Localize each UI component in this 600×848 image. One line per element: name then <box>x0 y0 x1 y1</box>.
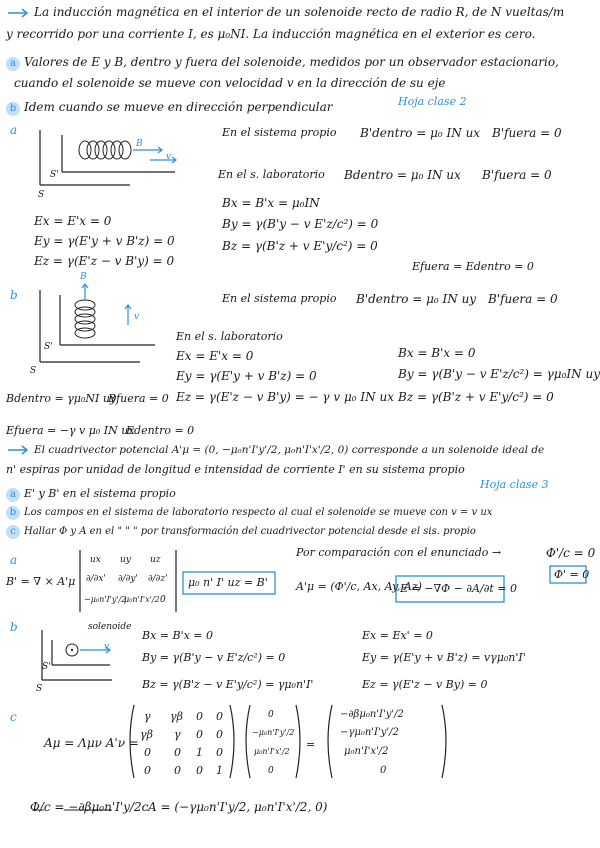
det-r1c1: ux <box>90 555 101 565</box>
item-a-text: Valores de E y B, dentro y fuera del solenoide, medidos por un observador estacionario, <box>24 55 559 69</box>
2c-amu: Aμ = Λμν A'ν = <box>44 736 139 750</box>
m-23: 0 <box>216 746 223 759</box>
problem-1-line-1: La inducción magnética en el interior de un solenoide recto de radio R, de N vueltas/m <box>34 5 565 19</box>
figure-a-axes <box>40 130 175 185</box>
2c-phi: Φ/c = −∂βμ₀n'I'y/2c <box>30 800 149 814</box>
det-r2c2: ∂/∂y' <box>118 574 138 584</box>
2b-fig-v: v <box>104 642 110 652</box>
m-13: 0 <box>216 728 223 741</box>
b-bz: Bz = γ(B'z + v E'y/c²) = 0 <box>398 390 554 404</box>
p2-item-a-mark: a <box>6 488 20 502</box>
item-a-text-2: cuando el solenoide se mueve con velocidad v en la dirección de su eje <box>14 76 446 90</box>
p2-item-b <box>6 506 492 520</box>
m-21: 0 <box>174 746 181 759</box>
p2-item-c-mark: c <box>6 525 20 539</box>
det-r2c3: ∂/∂z' <box>148 574 168 584</box>
m-11: γ <box>174 728 181 741</box>
item-a-row <box>6 55 559 71</box>
det-r2c1: ∂/∂x' <box>86 574 106 584</box>
r-2: μ₀n'I'x'/2 <box>344 746 389 757</box>
det-r3c1: −μ₀n'I'y'/2 <box>84 595 127 604</box>
2b-ex: Ex = Ex' = 0 <box>362 629 433 642</box>
section-b-label: b <box>10 288 18 302</box>
fig-a-s: S <box>38 190 45 200</box>
m-10: γβ <box>140 728 153 741</box>
2a-phi-box: Φ' = 0 <box>554 568 590 581</box>
m-00: γ <box>144 710 151 723</box>
a-prop-title: En el sistema propio <box>222 126 337 139</box>
p2-item-a-text: E' y B' en el sistema propio <box>24 487 176 500</box>
2a-e-eq: E = −∇Φ − ∂A/∂t = 0 <box>400 582 518 595</box>
2b-fig-label: solenoide <box>88 622 132 632</box>
b-ez: Ez = γ(E'z − v B'y) = − γ v μ₀ IN ux <box>176 390 394 404</box>
2a-compare: Por comparación con el enunciado → <box>296 546 502 559</box>
b-prop-eq: B'dentro = μ₀ IN uy <box>356 292 477 306</box>
section-2c-label: c <box>10 710 17 724</box>
v-3: 0 <box>268 766 274 776</box>
solenoid-b-coil <box>75 300 95 338</box>
m-02: 0 <box>196 710 203 723</box>
section-a-label: a <box>10 123 18 137</box>
item-b-text: Idem cuando se mueve en dirección perpendicular <box>24 100 333 114</box>
m-01: γβ <box>170 710 183 723</box>
v-1: −μ₀n'I'y'/2 <box>252 728 295 737</box>
m-33: 1 <box>216 764 223 777</box>
2b-ey: Ey = γ(E'y + v B'z) = vγμ₀n'I' <box>362 651 526 664</box>
a-lab-eq2: B'fuera = 0 <box>482 168 552 182</box>
b-efuera: Efuera = −γ v μ₀ IN ux <box>6 424 135 437</box>
m-31: 0 <box>174 764 181 777</box>
m-20: 0 <box>144 746 151 759</box>
item-b-mark: b <box>6 102 20 116</box>
a-prop-eq2: B'fuera = 0 <box>492 126 562 140</box>
fig-b-v: v <box>134 312 140 322</box>
m-22: 1 <box>196 746 203 759</box>
r-0: −∂βμ₀n'I'y'/2 <box>340 709 404 720</box>
b-by: By = γ(B'y − v E'z/c²) = γμ₀IN uy <box>398 367 600 381</box>
a-by: By = γ(B'y − v E'z/c²) = 0 <box>222 217 379 231</box>
b-bfuera: Bfuera = 0 <box>108 392 169 405</box>
2b-ez: Ez = γ(E'z − v By) = 0 <box>362 678 488 691</box>
m-32: 0 <box>196 764 203 777</box>
figure-b-axes <box>40 290 155 362</box>
p2-item-b-text: Los campos en el sistema de laboratorio respecto al cual el solenoide se mueve con v = v ux <box>24 507 493 518</box>
fig-a-b: B <box>136 139 143 149</box>
a-ey: Ey = γ(E'y + v B'z) = 0 <box>34 234 175 248</box>
b-prop-eq2: B'fuera = 0 <box>488 292 558 306</box>
m-30: 0 <box>144 764 151 777</box>
hoja-clase-2: Hoja clase 2 <box>398 95 467 108</box>
fig-a-s1: S' <box>50 170 59 180</box>
b-edentro: Edentro = 0 <box>126 424 195 437</box>
b-ex: Ex = E'x = 0 <box>176 349 254 363</box>
a-ex: Ex = E'x = 0 <box>34 214 112 228</box>
problem-2-line-1: El cuadrivector potencial A'μ = (0, −μ₀n'I'y'/2, μ₀n'I'x'/2, 0) corresponde a un solenoide ideal de <box>34 444 545 456</box>
r-3: 0 <box>380 765 387 776</box>
a-efuera: Efuera = Edentro = 0 <box>412 260 534 273</box>
a-bz: Bz = γ(B'z + v E'y/c²) = 0 <box>222 239 378 253</box>
a-prop-eq: B'dentro = μ₀ IN ux <box>360 126 481 140</box>
figure-2b-axes <box>42 630 112 680</box>
item-b-row <box>6 100 333 116</box>
2a-curl: B' = ∇ × A'μ <box>6 575 76 588</box>
m-12: 0 <box>196 728 203 741</box>
2b-fig-s1: S' <box>42 662 51 672</box>
2c-avec: A = (−γμ₀n'I'y/2, μ₀n'I'x'/2, 0) <box>148 800 328 814</box>
det-r1c2: uy <box>120 555 131 565</box>
r-1: −γμ₀n'I'y'/2 <box>340 727 399 738</box>
solenoid-a-coil <box>79 141 131 159</box>
hoja-clase-3: Hoja clase 3 <box>480 478 549 491</box>
b-bx: Bx = B'x = 0 <box>398 346 476 360</box>
det-r3c3: 0 <box>160 595 166 605</box>
p2-item-b-mark: b <box>6 506 20 520</box>
section-2b-label: b <box>10 620 18 634</box>
2a-result: μ₀ n' I' uz = B' <box>188 576 268 589</box>
p2-item-c-text: Hallar Φ y A en el " " " por transformación del cuadrivector potencial desde el sis. propio <box>24 526 476 537</box>
a-ez: Ez = γ(E'z − v B'y) = 0 <box>34 254 175 268</box>
2a-phi-c: Φ'/c = 0 <box>546 546 596 560</box>
a-bx: Bx = B'x = μ₀IN <box>222 196 320 210</box>
v-0: 0 <box>268 710 274 720</box>
2b-by: By = γ(B'y − v E'z/c²) = 0 <box>142 651 286 664</box>
p2-item-c <box>6 525 476 539</box>
problem-1-line-2: y recorrido por una corriente I, es μ₀NI. La inducción magnética en el exterior es cero. <box>6 27 536 41</box>
b-lab-title: En el s. laboratorio <box>176 330 283 343</box>
m-03: 0 <box>216 710 223 723</box>
a-lab-eq: Bdentro = μ₀ IN ux <box>344 168 461 182</box>
det-r1c3: uz <box>150 555 161 565</box>
2a-amu: A'μ = (Φ'/c, Ax, Ay, Az) <box>296 580 422 593</box>
v-2: μ₀n'I'x'/2 <box>254 747 290 756</box>
fig-b-s1: S' <box>44 342 53 352</box>
fig-b-b: B <box>80 272 87 282</box>
problem-2-line-2: n' espiras por unidad de longitud e intensidad de corriente I' en su sistema propio <box>6 463 465 476</box>
a-lab-title: En el s. laboratorio <box>218 168 325 181</box>
p2-item-a <box>6 487 176 502</box>
b-ey: Ey = γ(E'y + v B'z) = 0 <box>176 369 317 383</box>
section-2a-label: a <box>10 553 18 567</box>
2b-fig-s: S <box>36 684 43 694</box>
b-bdentro: Bdentro = γμ₀NI uy <box>6 392 117 405</box>
det-r3c2: μ₀n'I'x'/2 <box>124 595 160 604</box>
fig-a-v: v <box>166 152 172 162</box>
b-prop-title: En el sistema propio <box>222 292 337 305</box>
eq-sign: = <box>306 738 316 751</box>
item-a-mark: a <box>6 57 20 71</box>
2b-bz: Bz = γ(B'z − v E'y/c²) = γμ₀n'I' <box>142 678 314 691</box>
fig-b-s: S <box>30 366 37 376</box>
2b-bx: Bx = B'x = 0 <box>142 629 214 642</box>
